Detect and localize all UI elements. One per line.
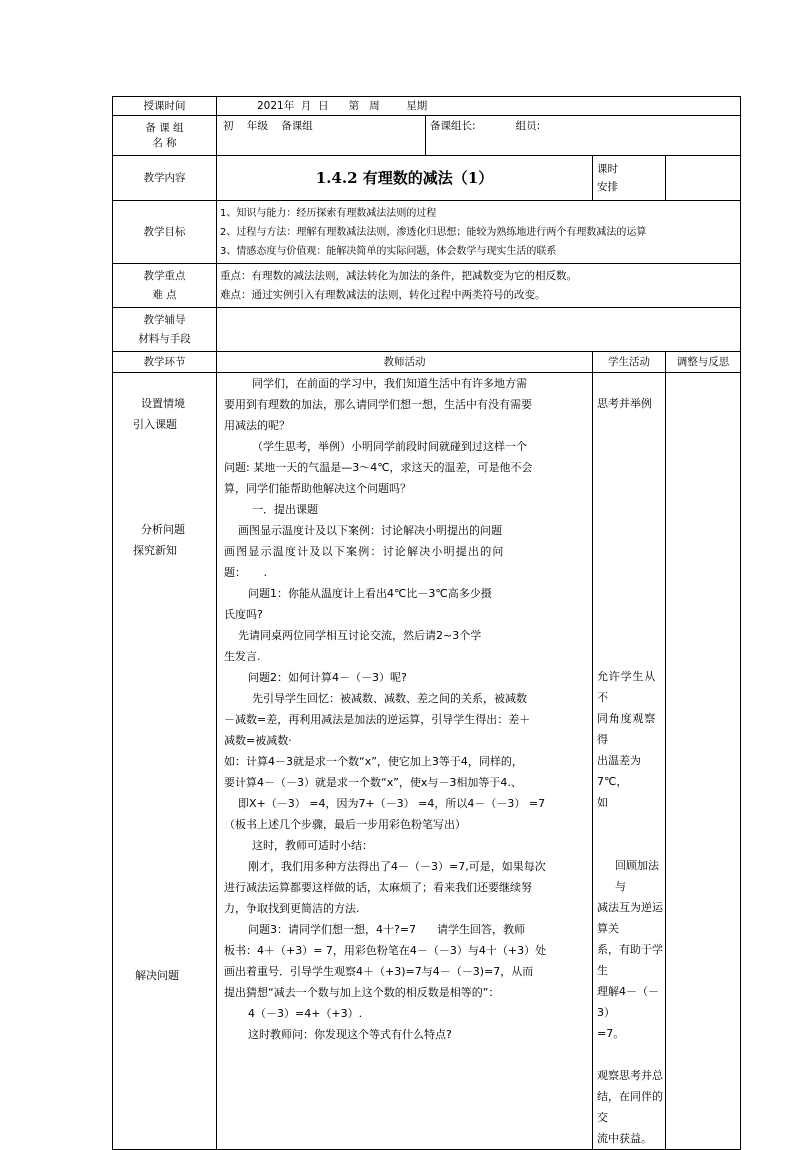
- teacher-line-1: 同学们，在前面的学习中，我们知道生活中有许多地方需: [252, 377, 527, 390]
- row-content: [113, 156, 741, 201]
- teacher-line-18: 减数=被减数·: [224, 734, 292, 747]
- student-d2: 结，在同伴的交: [597, 1090, 663, 1124]
- leader-cell: [426, 116, 741, 156]
- row-group: [113, 116, 741, 156]
- teacher-line-9: 画图显示温度计及以下案例：讨论解决小明提出的问: [224, 545, 505, 558]
- group-name-1: 初: [223, 120, 234, 132]
- teacher-line-25: 进行减法运算都要这样做的话，太麻烦了；看来我们还要继续努: [224, 881, 532, 894]
- teacher-line-10: 题： .: [224, 566, 267, 579]
- stage-3: 解决问题: [135, 969, 179, 982]
- student-c2: 减法互为逆运: [597, 901, 663, 914]
- goal-2: 2、过程与方法：理解有理数减法法则，渗透化归思想；能较为熟练地进行两个有理数减法的运算: [220, 226, 647, 238]
- student-d1: 观察思考并总: [597, 1069, 663, 1082]
- teacher-line-28: 板书：4＋（+3）= 7，用彩色粉笔在4－（－3）与4十（+3）处: [224, 944, 547, 957]
- lesson-plan-table: [112, 96, 741, 1150]
- student-c1: 回顾加法与: [615, 859, 659, 893]
- group-label-1: 备 课 组: [145, 121, 184, 134]
- teacher-line-8: 画图显示温度计及以下案例：讨论解决小明提出的问题: [238, 524, 502, 537]
- schedule-label-1: 课时: [597, 163, 618, 175]
- row-materials: [113, 308, 741, 352]
- teacher-line-32: 这时教师问：你发现这个等式有什么特点?: [248, 1028, 452, 1041]
- student-b1: 允许学生从不: [597, 670, 656, 704]
- col-reflect: 调整与反思: [666, 352, 741, 373]
- col-teacher: 教师活动: [217, 352, 593, 373]
- teacher-line-31: 4（－3）=4+（+3）.: [248, 1007, 363, 1020]
- student-c5: 理解4－（－3）: [597, 985, 659, 1019]
- teacher-line-6: 算，同学们能帮助他解决这个问题吗？: [224, 482, 411, 495]
- key-label-1: 教学重点: [143, 269, 186, 282]
- stage-cell: [113, 373, 217, 1150]
- time-label: 授课时间: [113, 97, 217, 116]
- teacher-line-19: 如：计算4－3就是求一个数“x”，使它加上3等于4，同样的，: [224, 755, 523, 768]
- lesson-plan-sheet: [112, 96, 740, 1150]
- stage-2a: 分析问题: [141, 523, 185, 536]
- teacher-line-20: 要计算4－（－3）就是求一个数“x”，使x与－3相加等于4.、: [224, 776, 522, 789]
- student-b3: 出温差为7℃，: [597, 754, 641, 788]
- teacher-line-7: 一．提出课题: [252, 503, 318, 516]
- schedule-value: [666, 156, 741, 201]
- stage-1a: 设置情境: [141, 397, 185, 410]
- row-column-headers: [113, 352, 741, 373]
- student-d3: 流中获益。: [597, 1132, 652, 1145]
- teacher-line-16: 先引导学生回忆：被减数、减数、差之间的关系，被减数: [252, 692, 527, 705]
- row-time: [113, 97, 741, 116]
- stage-2b: 探究新知: [133, 544, 177, 557]
- materials-label-2: 材料与手段: [138, 332, 191, 345]
- group-name-3: 备课组: [281, 120, 313, 132]
- teacher-line-22: （板书上述几个步骤，最后一步用彩色粉笔写出）: [224, 818, 466, 831]
- teacher-activity-cell: [217, 373, 593, 1150]
- row-key-points: [113, 264, 741, 308]
- schedule-label-2: 安排: [597, 181, 618, 193]
- goal-3: 3、情感态度与价值观：能解决简单的实际问题，体会数学与现实生活的联系: [220, 245, 557, 257]
- student-c6: =7。: [597, 1027, 625, 1040]
- student-b4: 如: [597, 796, 608, 809]
- materials-label-cell: [113, 308, 217, 352]
- content-label: 教学内容: [113, 156, 217, 201]
- difficulty: 难点：通过实例引入有理数减法的法则，转化过程中两类符号的改变。: [220, 288, 546, 301]
- teacher-line-15: 问题2：如何计算4－（－3）呢?: [248, 671, 407, 684]
- teacher-line-29: 画出着重号．引导学生观察4＋（+3)=7与4－（－3)=7，从而: [224, 965, 534, 978]
- key-point: 重点：有理数的减法法则，减法转化为加法的条件，把减数变为它的相反数。: [220, 269, 577, 282]
- goals-cell: [217, 201, 741, 264]
- time-value: 2021年 月 日 第 周 星期: [217, 97, 741, 116]
- row-activities: [113, 373, 741, 1150]
- members-label: 组员:: [515, 120, 541, 132]
- key-points-cell: [217, 264, 741, 308]
- teacher-line-11: 问题1：你能从温度计上看出4℃比－3℃高多少摄: [248, 587, 492, 600]
- group-name-2: 年级: [246, 120, 268, 132]
- col-stage: 教学环节: [113, 352, 217, 373]
- materials-label-1: 教学辅导: [143, 313, 186, 326]
- teacher-line-26: 力，争取找到更简洁的方法.: [224, 902, 360, 915]
- student-activity-cell: [593, 373, 666, 1150]
- student-c3: 算关: [597, 922, 619, 935]
- key-label-2: 难 点: [152, 288, 177, 301]
- lesson-title: 1.4.2 有理数的减法（1）: [217, 156, 593, 201]
- teacher-line-23: 这时，教师可适时小结：: [252, 839, 373, 852]
- teacher-line-12: 氏度吗?: [224, 608, 263, 621]
- goal-1: 1、知识与能力：经历探索有理数减法法则的过程: [220, 207, 437, 219]
- group-label-2: 名 称: [152, 136, 177, 149]
- student-b2: 同角度观察得: [597, 712, 656, 746]
- schedule-label-cell: [593, 156, 666, 201]
- group-name-cell: [217, 116, 426, 156]
- teacher-line-21: 即X+（－3） =4，因为7+（－3） =4，所以4－（－3） =7: [238, 797, 546, 810]
- teacher-line-3: 用减法的呢？: [224, 419, 290, 432]
- row-goals: [113, 201, 741, 264]
- teacher-line-30: 提出猜想“减去一个数与加上这个数的相反数是相等的”：: [224, 986, 500, 999]
- student-a1: 思考并举例: [597, 397, 652, 410]
- teacher-line-5: 问题: 某地一天的气温是—3～4℃，求这天的温差，可是他不会: [224, 461, 533, 474]
- teacher-line-2: 要用到有理数的加法，那么请同学们想一想，生活中有没有需要: [224, 398, 532, 411]
- teacher-line-17: －减数=差，再利用减法是加法的逆运算，引导学生得出：差＋: [224, 713, 531, 726]
- teacher-line-4: （学生思考，举例）小明同学前段时间就碰到过这样一个: [252, 440, 527, 453]
- col-student: 学生活动: [593, 352, 666, 373]
- teacher-line-13: 先请同桌两位同学相互讨论交流，然后请2~3个学: [238, 629, 482, 642]
- goals-label: 教学目标: [113, 201, 217, 264]
- teacher-line-14: 生发言.: [224, 650, 261, 663]
- student-c4: 系，有助于学生: [597, 943, 663, 977]
- teacher-line-27: 问题3：请同学们想一想，4十?=7 请学生回答，教师: [248, 923, 526, 936]
- reflection-cell: [666, 373, 741, 1150]
- leader-label: 备课组长:: [430, 120, 476, 132]
- group-label-cell: [113, 116, 217, 156]
- teacher-line-24: 刚才，我们用多种方法得出了4－（－3）=7,可是，如果每次: [248, 860, 546, 873]
- stage-1b: 引入课题: [133, 418, 177, 431]
- key-label-cell: [113, 264, 217, 308]
- materials-value: [217, 308, 741, 352]
